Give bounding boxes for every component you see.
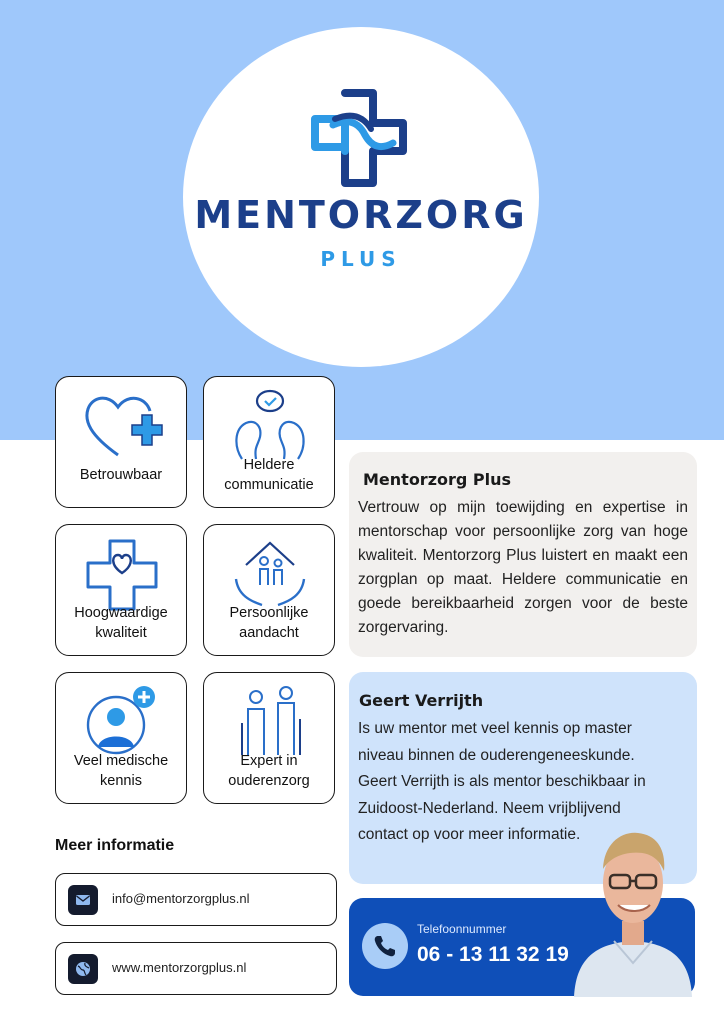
feature-label: Expert in ouderenzorg [228,753,310,789]
cross-heart-icon [80,535,164,611]
feature-label: Hoogwaardige kwaliteit [74,605,168,641]
about-title: Mentorzorg Plus [363,470,512,489]
feature-label: Betrouwbaar [79,467,163,483]
email-contact[interactable] [55,873,337,926]
feature-card-medisch [55,672,187,804]
feature-label: Veel medische kennis [73,753,169,789]
globe-icon [68,954,98,984]
elderly-couple-icon [228,683,312,759]
mentor-name: Geert Verrijth [359,691,484,710]
feature-card-aandacht [203,524,335,656]
website-contact[interactable] [55,942,337,995]
feature-label: Heldere communicatie [224,457,314,493]
mentor-portrait [570,825,696,997]
about-panel [349,452,697,657]
doctor-avatar-icon [80,683,164,759]
about-text: Vertrouw op mijn toewijding en expertise in mentorschap voor persoonlijke zorg van hoge kwaliteit. Mentorzorg Plus luistert en maakt een zorgplan op maat. Heldere communicatie en goede bereikbaarheid zorgen voor de beste zorgervaring. [358,499,688,636]
heart-plus-icon [80,387,164,463]
feature-card-kwaliteit [55,524,187,656]
house-hands-family-icon [228,535,312,611]
mentor-text: Is uw mentor met veel kennis op master niveau binnen de ouderengeneeskunde. Geert Verrijth is als mentor beschikbaar in Zuidoost-Nederland. Neem vrijblijvend contact op voor meer informatie. [358,720,646,843]
mail-icon [68,885,98,915]
feature-label: Persoonlijke aandacht [229,605,309,641]
feature-card-ouderenzorg [203,672,335,804]
medical-cross-logo-icon [305,85,417,195]
email-link[interactable]: info@mentorzorgplus.nl [112,891,250,906]
phone-number[interactable]: 06 - 13 11 32 19 [417,943,569,966]
brand-name: MENTORZORG [194,193,528,237]
website-link[interactable]: www.mentorzorgplus.nl [112,960,247,975]
brand-subtitle: PLUS [320,247,402,271]
phone-label: Telefoonnummer [417,922,507,936]
feature-card-betrouwbaar [55,376,187,508]
contact-heading: Meer informatie [55,837,175,854]
feature-card-communicatie [203,376,335,508]
conversation-heads-icon [228,387,312,463]
phone-icon [362,923,408,969]
